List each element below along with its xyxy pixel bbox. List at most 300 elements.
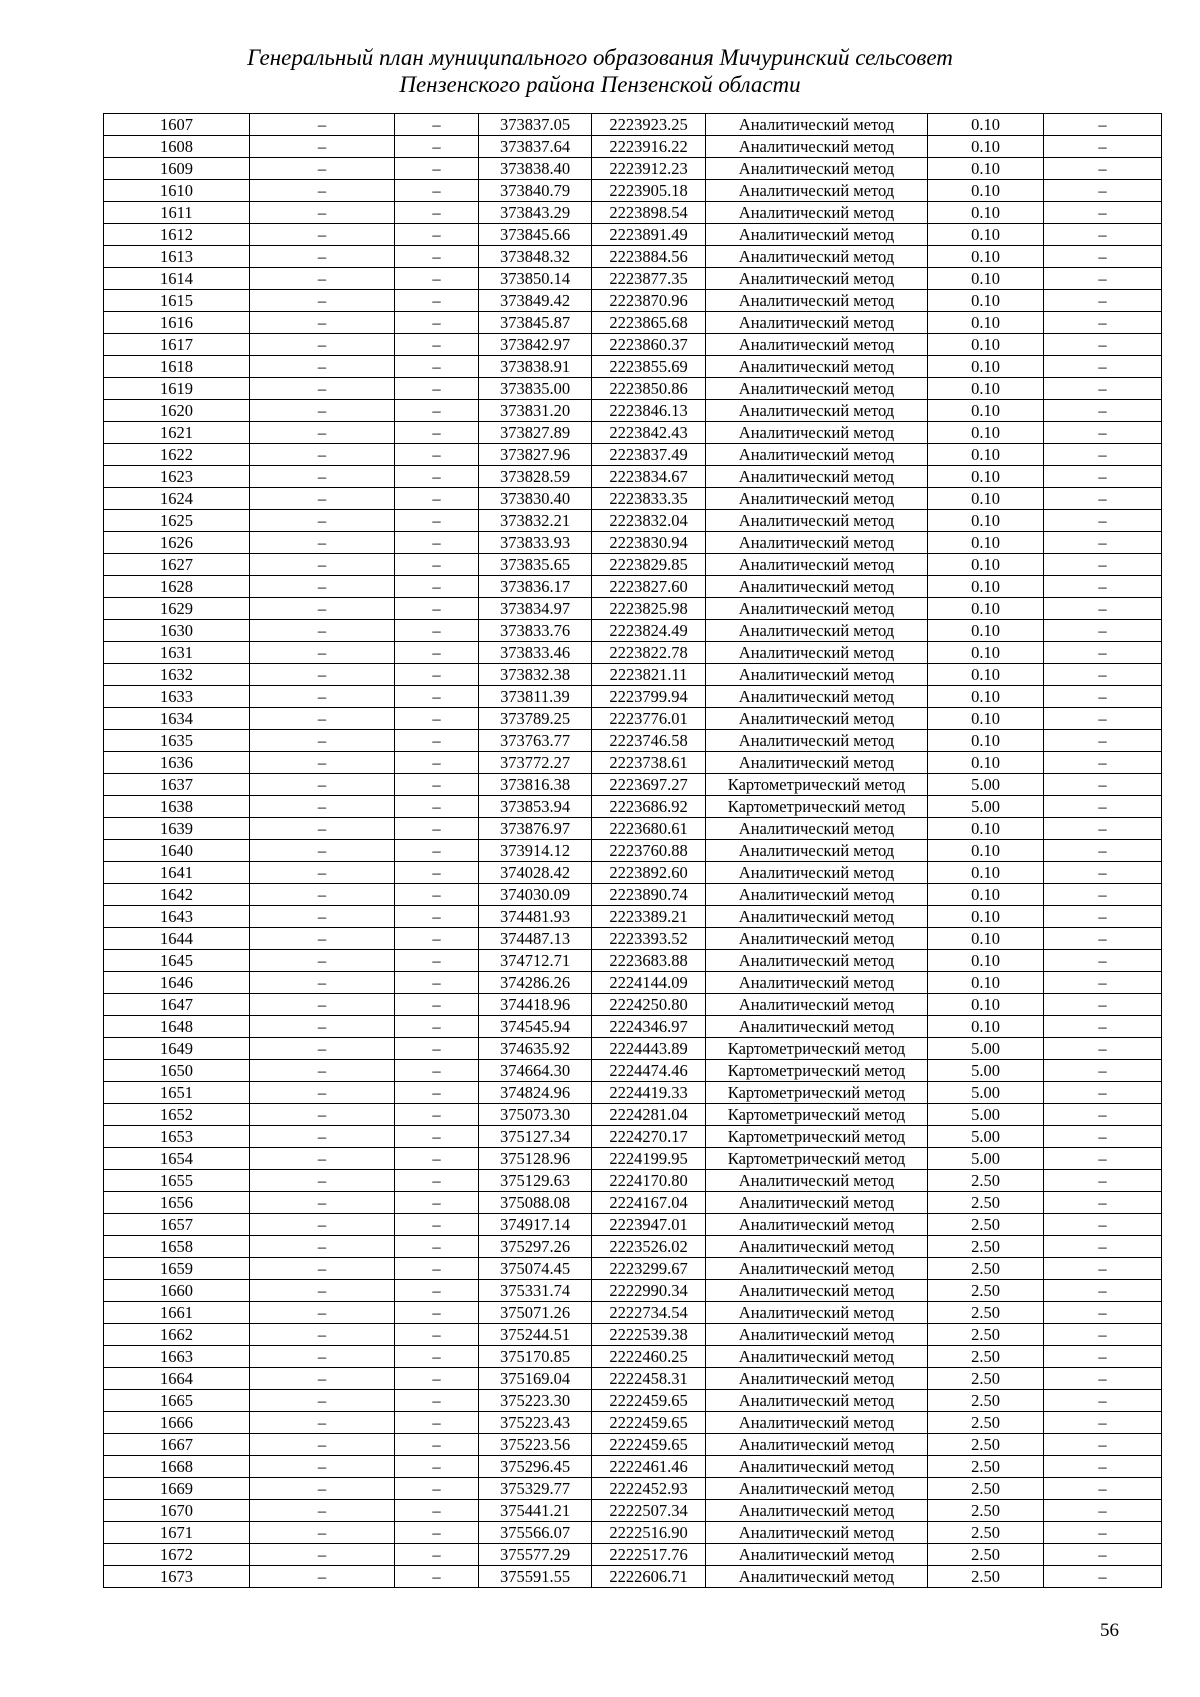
method-cell: Аналитический метод	[706, 1566, 928, 1588]
old-y-cell: –	[395, 268, 479, 290]
old-x-cell: –	[250, 158, 395, 180]
old-x-cell: –	[250, 114, 395, 136]
old-x-cell: –	[250, 224, 395, 246]
y-coordinate-cell: 2223746.58	[592, 730, 706, 752]
point-number-cell: 1623	[104, 466, 250, 488]
y-coordinate-cell: 2223738.61	[592, 752, 706, 774]
y-coordinate-cell: 2223837.49	[592, 444, 706, 466]
description-cell: –	[1044, 576, 1162, 598]
accuracy-cell: 2.50	[928, 1302, 1044, 1324]
description-cell: –	[1044, 378, 1162, 400]
table-row	[104, 1544, 1162, 1566]
table-row	[104, 1368, 1162, 1390]
point-number-cell: 1616	[104, 312, 250, 334]
method-cell: Аналитический метод	[706, 202, 928, 224]
x-coordinate-cell: 374418.96	[479, 994, 592, 1016]
description-cell: –	[1044, 1522, 1162, 1544]
old-y-cell: –	[395, 1280, 479, 1302]
method-cell: Аналитический метод	[706, 224, 928, 246]
point-number-cell: 1636	[104, 752, 250, 774]
accuracy-cell: 0.10	[928, 950, 1044, 972]
method-cell: Аналитический метод	[706, 1500, 928, 1522]
method-cell: Аналитический метод	[706, 840, 928, 862]
old-x-cell: –	[250, 290, 395, 312]
old-x-cell: –	[250, 1522, 395, 1544]
x-coordinate-cell: 373835.00	[479, 378, 592, 400]
y-coordinate-cell: 2223850.86	[592, 378, 706, 400]
point-number-cell: 1637	[104, 774, 250, 796]
table-row	[104, 862, 1162, 884]
table-row	[104, 400, 1162, 422]
y-coordinate-cell: 2223865.68	[592, 312, 706, 334]
x-coordinate-cell: 375127.34	[479, 1126, 592, 1148]
old-x-cell: –	[250, 1368, 395, 1390]
description-cell: –	[1044, 1104, 1162, 1126]
old-y-cell: –	[395, 422, 479, 444]
point-number-cell: 1622	[104, 444, 250, 466]
description-cell: –	[1044, 1478, 1162, 1500]
accuracy-cell: 0.10	[928, 994, 1044, 1016]
point-number-cell: 1655	[104, 1170, 250, 1192]
description-cell: –	[1044, 730, 1162, 752]
accuracy-cell: 2.50	[928, 1346, 1044, 1368]
old-y-cell: –	[395, 1104, 479, 1126]
x-coordinate-cell: 373848.32	[479, 246, 592, 268]
point-number-cell: 1660	[104, 1280, 250, 1302]
x-coordinate-cell: 375223.43	[479, 1412, 592, 1434]
description-cell: –	[1044, 1082, 1162, 1104]
old-y-cell: –	[395, 246, 479, 268]
point-number-cell: 1625	[104, 510, 250, 532]
accuracy-cell: 2.50	[928, 1192, 1044, 1214]
x-coordinate-cell: 374712.71	[479, 950, 592, 972]
old-y-cell: –	[395, 1214, 479, 1236]
old-x-cell: –	[250, 488, 395, 510]
old-y-cell: –	[395, 642, 479, 664]
x-coordinate-cell: 373827.89	[479, 422, 592, 444]
old-x-cell: –	[250, 1126, 395, 1148]
description-cell: –	[1044, 752, 1162, 774]
y-coordinate-cell: 2223827.60	[592, 576, 706, 598]
accuracy-cell: 5.00	[928, 796, 1044, 818]
x-coordinate-cell: 373837.05	[479, 114, 592, 136]
old-x-cell: –	[250, 532, 395, 554]
accuracy-cell: 0.10	[928, 664, 1044, 686]
old-x-cell: –	[250, 774, 395, 796]
description-cell: –	[1044, 466, 1162, 488]
old-y-cell: –	[395, 994, 479, 1016]
x-coordinate-cell: 374824.96	[479, 1082, 592, 1104]
old-x-cell: –	[250, 1566, 395, 1588]
point-number-cell: 1667	[104, 1434, 250, 1456]
old-y-cell: –	[395, 1148, 479, 1170]
old-x-cell: –	[250, 444, 395, 466]
description-cell: –	[1044, 642, 1162, 664]
point-number-cell: 1609	[104, 158, 250, 180]
old-y-cell: –	[395, 598, 479, 620]
description-cell: –	[1044, 598, 1162, 620]
x-coordinate-cell: 374028.42	[479, 862, 592, 884]
y-coordinate-cell: 2224281.04	[592, 1104, 706, 1126]
x-coordinate-cell: 373840.79	[479, 180, 592, 202]
header-title-line1: Генеральный план муниципального образования Мичуринский сельсовет	[247, 45, 953, 70]
description-cell: –	[1044, 224, 1162, 246]
accuracy-cell: 0.10	[928, 400, 1044, 422]
old-y-cell: –	[395, 510, 479, 532]
old-y-cell: –	[395, 796, 479, 818]
y-coordinate-cell: 2223825.98	[592, 598, 706, 620]
x-coordinate-cell: 375169.04	[479, 1368, 592, 1390]
point-number-cell: 1607	[104, 114, 250, 136]
method-cell: Аналитический метод	[706, 1390, 928, 1412]
description-cell: –	[1044, 840, 1162, 862]
x-coordinate-cell: 373838.40	[479, 158, 592, 180]
x-coordinate-cell: 373789.25	[479, 708, 592, 730]
y-coordinate-cell: 2223892.60	[592, 862, 706, 884]
old-y-cell: –	[395, 356, 479, 378]
y-coordinate-cell: 2223299.67	[592, 1258, 706, 1280]
x-coordinate-cell: 373914.12	[479, 840, 592, 862]
description-cell: –	[1044, 1192, 1162, 1214]
accuracy-cell: 2.50	[928, 1500, 1044, 1522]
table-row	[104, 576, 1162, 598]
old-y-cell: –	[395, 1544, 479, 1566]
old-y-cell: –	[395, 378, 479, 400]
x-coordinate-cell: 375223.30	[479, 1390, 592, 1412]
method-cell: Аналитический метод	[706, 1170, 928, 1192]
old-x-cell: –	[250, 1324, 395, 1346]
x-coordinate-cell: 374030.09	[479, 884, 592, 906]
old-y-cell: –	[395, 224, 479, 246]
old-x-cell: –	[250, 1104, 395, 1126]
x-coordinate-cell: 375223.56	[479, 1434, 592, 1456]
x-coordinate-cell: 373834.97	[479, 598, 592, 620]
y-coordinate-cell: 2223697.27	[592, 774, 706, 796]
accuracy-cell: 0.10	[928, 290, 1044, 312]
y-coordinate-cell: 2224346.97	[592, 1016, 706, 1038]
x-coordinate-cell: 373772.27	[479, 752, 592, 774]
accuracy-cell: 0.10	[928, 862, 1044, 884]
table-row	[104, 1148, 1162, 1170]
accuracy-cell: 0.10	[928, 510, 1044, 532]
method-cell: Картометрический метод	[706, 774, 928, 796]
document-header	[0, 44, 1200, 98]
method-cell: Картометрический метод	[706, 1126, 928, 1148]
description-cell: –	[1044, 312, 1162, 334]
method-cell: Аналитический метод	[706, 818, 928, 840]
old-x-cell: –	[250, 1456, 395, 1478]
point-number-cell: 1651	[104, 1082, 250, 1104]
description-cell: –	[1044, 1236, 1162, 1258]
table-row	[104, 532, 1162, 554]
old-x-cell: –	[250, 1478, 395, 1500]
y-coordinate-cell: 2223834.67	[592, 466, 706, 488]
accuracy-cell: 0.10	[928, 312, 1044, 334]
accuracy-cell: 0.10	[928, 224, 1044, 246]
old-y-cell: –	[395, 114, 479, 136]
old-x-cell: –	[250, 312, 395, 334]
point-number-cell: 1656	[104, 1192, 250, 1214]
y-coordinate-cell: 2223799.94	[592, 686, 706, 708]
y-coordinate-cell: 2223905.18	[592, 180, 706, 202]
y-coordinate-cell: 2223760.88	[592, 840, 706, 862]
method-cell: Аналитический метод	[706, 884, 928, 906]
description-cell: –	[1044, 818, 1162, 840]
method-cell: Аналитический метод	[706, 1544, 928, 1566]
description-cell: –	[1044, 1170, 1162, 1192]
accuracy-cell: 0.10	[928, 598, 1044, 620]
old-y-cell: –	[395, 1126, 479, 1148]
old-x-cell: –	[250, 1434, 395, 1456]
x-coordinate-cell: 375297.26	[479, 1236, 592, 1258]
table-row	[104, 488, 1162, 510]
description-cell: –	[1044, 356, 1162, 378]
table-row	[104, 224, 1162, 246]
old-x-cell: –	[250, 180, 395, 202]
y-coordinate-cell: 2223822.78	[592, 642, 706, 664]
point-number-cell: 1628	[104, 576, 250, 598]
accuracy-cell: 2.50	[928, 1170, 1044, 1192]
method-cell: Аналитический метод	[706, 1478, 928, 1500]
point-number-cell: 1653	[104, 1126, 250, 1148]
point-number-cell: 1654	[104, 1148, 250, 1170]
old-y-cell: –	[395, 928, 479, 950]
y-coordinate-cell: 2223821.11	[592, 664, 706, 686]
old-x-cell: –	[250, 928, 395, 950]
y-coordinate-cell: 2223686.92	[592, 796, 706, 818]
table-row	[104, 466, 1162, 488]
table-row	[104, 1302, 1162, 1324]
point-number-cell: 1631	[104, 642, 250, 664]
accuracy-cell: 0.10	[928, 466, 1044, 488]
method-cell: Аналитический метод	[706, 378, 928, 400]
x-coordinate-cell: 375170.85	[479, 1346, 592, 1368]
method-cell: Аналитический метод	[706, 994, 928, 1016]
y-coordinate-cell: 2222460.25	[592, 1346, 706, 1368]
point-number-cell: 1627	[104, 554, 250, 576]
method-cell: Аналитический метод	[706, 1412, 928, 1434]
old-x-cell: –	[250, 466, 395, 488]
old-x-cell: –	[250, 1192, 395, 1214]
description-cell: –	[1044, 488, 1162, 510]
x-coordinate-cell: 373845.87	[479, 312, 592, 334]
accuracy-cell: 0.10	[928, 444, 1044, 466]
accuracy-cell: 0.10	[928, 818, 1044, 840]
description-cell: –	[1044, 1060, 1162, 1082]
x-coordinate-cell: 375296.45	[479, 1456, 592, 1478]
method-cell: Аналитический метод	[706, 290, 928, 312]
y-coordinate-cell: 2224167.04	[592, 1192, 706, 1214]
description-cell: –	[1044, 136, 1162, 158]
method-cell: Аналитический метод	[706, 576, 928, 598]
old-y-cell: –	[395, 158, 479, 180]
description-cell: –	[1044, 774, 1162, 796]
old-y-cell: –	[395, 400, 479, 422]
x-coordinate-cell: 373837.64	[479, 136, 592, 158]
description-cell: –	[1044, 1500, 1162, 1522]
point-number-cell: 1669	[104, 1478, 250, 1500]
table-row	[104, 1434, 1162, 1456]
table-row	[104, 1280, 1162, 1302]
table-row	[104, 1522, 1162, 1544]
description-cell: –	[1044, 1346, 1162, 1368]
accuracy-cell: 5.00	[928, 774, 1044, 796]
x-coordinate-cell: 373836.17	[479, 576, 592, 598]
old-x-cell: –	[250, 708, 395, 730]
point-number-cell: 1641	[104, 862, 250, 884]
method-cell: Картометрический метод	[706, 1082, 928, 1104]
point-number-cell: 1618	[104, 356, 250, 378]
table-row	[104, 268, 1162, 290]
old-y-cell: –	[395, 1522, 479, 1544]
y-coordinate-cell: 2224250.80	[592, 994, 706, 1016]
x-coordinate-cell: 373833.93	[479, 532, 592, 554]
old-x-cell: –	[250, 664, 395, 686]
x-coordinate-cell: 374286.26	[479, 972, 592, 994]
method-cell: Аналитический метод	[706, 356, 928, 378]
table-row	[104, 774, 1162, 796]
old-x-cell: –	[250, 994, 395, 1016]
description-cell: –	[1044, 862, 1162, 884]
table-row	[104, 312, 1162, 334]
table-row	[104, 1038, 1162, 1060]
old-y-cell: –	[395, 202, 479, 224]
table-row	[104, 356, 1162, 378]
y-coordinate-cell: 2223829.85	[592, 554, 706, 576]
table-row	[104, 1170, 1162, 1192]
old-x-cell: –	[250, 246, 395, 268]
method-cell: Аналитический метод	[706, 708, 928, 730]
old-y-cell: –	[395, 1566, 479, 1588]
old-y-cell: –	[395, 1082, 479, 1104]
method-cell: Картометрический метод	[706, 1104, 928, 1126]
description-cell: –	[1044, 884, 1162, 906]
point-number-cell: 1619	[104, 378, 250, 400]
method-cell: Аналитический метод	[706, 180, 928, 202]
description-cell: –	[1044, 994, 1162, 1016]
y-coordinate-cell: 2222459.65	[592, 1390, 706, 1412]
old-x-cell: –	[250, 752, 395, 774]
y-coordinate-cell: 2223393.52	[592, 928, 706, 950]
method-cell: Аналитический метод	[706, 620, 928, 642]
y-coordinate-cell: 2223884.56	[592, 246, 706, 268]
point-number-cell: 1630	[104, 620, 250, 642]
old-y-cell: –	[395, 752, 479, 774]
old-x-cell: –	[250, 1016, 395, 1038]
old-x-cell: –	[250, 1214, 395, 1236]
table-row	[104, 1478, 1162, 1500]
point-number-cell: 1635	[104, 730, 250, 752]
method-cell: Картометрический метод	[706, 1148, 928, 1170]
method-cell: Аналитический метод	[706, 906, 928, 928]
method-cell: Аналитический метод	[706, 136, 928, 158]
old-y-cell: –	[395, 950, 479, 972]
method-cell: Картометрический метод	[706, 1038, 928, 1060]
old-x-cell: –	[250, 686, 395, 708]
description-cell: –	[1044, 1016, 1162, 1038]
accuracy-cell: 0.10	[928, 576, 1044, 598]
x-coordinate-cell: 373833.76	[479, 620, 592, 642]
point-number-cell: 1642	[104, 884, 250, 906]
old-y-cell: –	[395, 1500, 479, 1522]
old-x-cell: –	[250, 1346, 395, 1368]
old-y-cell: –	[395, 180, 479, 202]
x-coordinate-cell: 373830.40	[479, 488, 592, 510]
old-x-cell: –	[250, 1082, 395, 1104]
old-y-cell: –	[395, 1412, 479, 1434]
old-y-cell: –	[395, 1236, 479, 1258]
table-row	[104, 1346, 1162, 1368]
table-row	[104, 752, 1162, 774]
x-coordinate-cell: 375129.63	[479, 1170, 592, 1192]
x-coordinate-cell: 375577.29	[479, 1544, 592, 1566]
method-cell: Аналитический метод	[706, 1236, 928, 1258]
old-y-cell: –	[395, 1016, 479, 1038]
table-row	[104, 202, 1162, 224]
method-cell: Аналитический метод	[706, 532, 928, 554]
description-cell: –	[1044, 334, 1162, 356]
old-y-cell: –	[395, 1038, 479, 1060]
x-coordinate-cell: 373853.94	[479, 796, 592, 818]
y-coordinate-cell: 2222734.54	[592, 1302, 706, 1324]
point-number-cell: 1614	[104, 268, 250, 290]
point-number-cell: 1626	[104, 532, 250, 554]
accuracy-cell: 0.10	[928, 246, 1044, 268]
old-x-cell: –	[250, 818, 395, 840]
point-number-cell: 1634	[104, 708, 250, 730]
description-cell: –	[1044, 1214, 1162, 1236]
old-y-cell: –	[395, 774, 479, 796]
accuracy-cell: 0.10	[928, 972, 1044, 994]
old-x-cell: –	[250, 1544, 395, 1566]
old-x-cell: –	[250, 598, 395, 620]
old-y-cell: –	[395, 906, 479, 928]
point-number-cell: 1612	[104, 224, 250, 246]
old-x-cell: –	[250, 1390, 395, 1412]
x-coordinate-cell: 373849.42	[479, 290, 592, 312]
table-row	[104, 1566, 1162, 1588]
accuracy-cell: 0.10	[928, 422, 1044, 444]
old-x-cell: –	[250, 1038, 395, 1060]
method-cell: Аналитический метод	[706, 1280, 928, 1302]
method-cell: Аналитический метод	[706, 158, 928, 180]
table-row	[104, 906, 1162, 928]
y-coordinate-cell: 2223855.69	[592, 356, 706, 378]
table-row	[104, 334, 1162, 356]
y-coordinate-cell: 2223891.49	[592, 224, 706, 246]
accuracy-cell: 0.10	[928, 884, 1044, 906]
y-coordinate-cell: 2223832.04	[592, 510, 706, 532]
description-cell: –	[1044, 1368, 1162, 1390]
method-cell: Аналитический метод	[706, 664, 928, 686]
method-cell: Аналитический метод	[706, 334, 928, 356]
point-number-cell: 1613	[104, 246, 250, 268]
table-row	[104, 1126, 1162, 1148]
y-coordinate-cell: 2223389.21	[592, 906, 706, 928]
table-row	[104, 1324, 1162, 1346]
accuracy-cell: 0.10	[928, 158, 1044, 180]
accuracy-cell: 5.00	[928, 1126, 1044, 1148]
y-coordinate-cell: 2223776.01	[592, 708, 706, 730]
old-x-cell: –	[250, 268, 395, 290]
old-y-cell: –	[395, 972, 479, 994]
table-row	[104, 686, 1162, 708]
old-y-cell: –	[395, 664, 479, 686]
table-body	[104, 114, 1162, 1588]
accuracy-cell: 0.10	[928, 928, 1044, 950]
table-row	[104, 972, 1162, 994]
accuracy-cell: 5.00	[928, 1148, 1044, 1170]
